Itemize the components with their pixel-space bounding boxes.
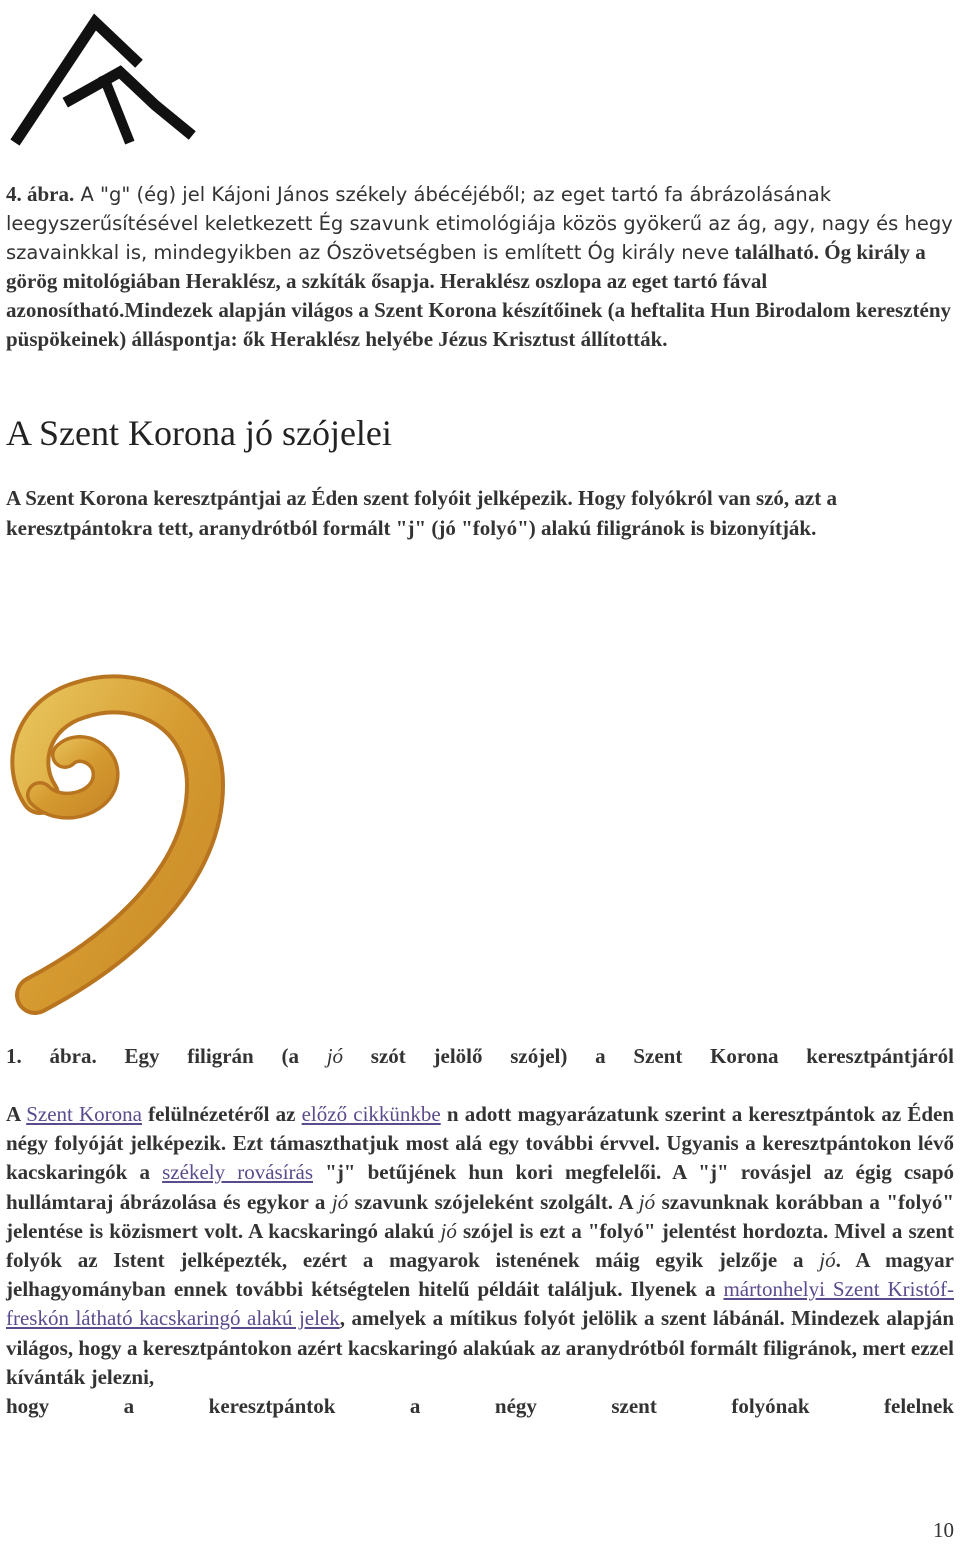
figure4-text-part1: A "g" (ég) jel Kájoni János székely ábécéjéből; az eget tartó fa ábrázolásának leegyszerűsítésével keletkezett Ég szavunk etimológiája közös gyökerű az ág, agy, nagy és hegy szavainkkal is, mindegyikben az Ószövetségben is említett Óg király neve [6, 183, 953, 264]
page-number: 10 [933, 1518, 954, 1542]
link-szekely-rovasiras[interactable]: székely rovásírás [162, 1160, 314, 1185]
filigree-image [0, 655, 225, 1015]
link-elozo-cikkunk[interactable]: előző cikkünkbe [301, 1102, 441, 1126]
main-text-8: . A magyar jelhagyományban ennek további kétségtelen hitelű példáit találjuk. Ilyenek a [6, 1248, 954, 1302]
section-heading: A Szent Korona jó szójelei [6, 413, 392, 453]
rovas-g-glyph-image [0, 0, 200, 150]
figure1-text-a: Egy filigrán (a [96, 1044, 327, 1068]
main-text-7: szójel is ezt a "folyó" jelentést hordozta. Mivel a szent folyók az Istent jelképezték, ezért a magyarok istenének máig egyik jelzője a [6, 1218, 954, 1273]
main-paragraph [6, 1100, 954, 1421]
figure1-italic: jó [326, 1044, 344, 1068]
main-text-1: A [6, 1102, 27, 1126]
figure1-text-b: szót jelölő szójel) a Szent Korona keresztpántjáról [343, 1044, 955, 1068]
link-martonhelyi-freskó[interactable]: mártonhelyi Szent Kristóf-freskón látható kacskaringó alakú jelek [6, 1277, 955, 1331]
main-text-2: felülnézetéről az [142, 1102, 302, 1126]
figure4-label: 4. ábra. [6, 182, 75, 206]
figure4-text-part2: található. Óg király a görög mitológiában Heraklész, a szkíták ősapja. Heraklész oszlopa az eget tartó fával azonosítható.Mindezek alapján világos a Szent Korona készítőinek (a heftalita Hun Birodalom keresztény püspökeinek) álláspontja: ők Heraklész helyébe Jézus Krisztust állították. [6, 240, 952, 351]
figure4-caption [6, 180, 954, 354]
main-italic-2: jó [638, 1189, 656, 1214]
link-szent-korona[interactable]: Szent Korona [26, 1102, 142, 1126]
figure1-label: 1. ábra. [6, 1044, 97, 1068]
main-text-9: , amelyek a mítikus folyót jelölik a szent lábánál. Mindezek alapján világos, hogy a keresztpántokon azért kacskaringó alakúak az aranydrótból formált filigránok, mert ezzel kívánták jelezni, [6, 1306, 954, 1389]
main-text-5: szavunk szójeleként szolgált. A [348, 1189, 639, 1214]
main-text-4: "j" betűjének hun kori megfelelői. A "j" rovásjel az égig csapó hullámtaraj ábrázolása és egykor a [6, 1160, 955, 1214]
main-text-3: n adott magyarázatunk szerint a keresztpántok az Éden négy folyóját jelképezik. Ezt támaszthatjuk most alá egy további érvvel. Ugyanis a keresztpántokon lévő kacskaringók a [6, 1102, 955, 1185]
section-intro-paragraph: A Szent Korona keresztpántjai az Éden szent folyóit jelképezik. Hogy folyókról van szó, azt a keresztpántokra tett, aranydrótból formált "j" (jó "folyó") alakú filigránok is bizonyítják. [6, 486, 837, 540]
figure1-caption [6, 1042, 954, 1071]
main-italic-1: jó [331, 1189, 349, 1214]
main-italic-3: jó [440, 1218, 457, 1243]
main-italic-4: jó [819, 1248, 836, 1273]
main-text-last-line: hogy a keresztpántok a négy szent folyónak felelnek [6, 1394, 954, 1419]
main-text-6: szavunknak korábban a "folyó" jelentése is közismert volt. A kacskaringó alakú [6, 1189, 954, 1243]
